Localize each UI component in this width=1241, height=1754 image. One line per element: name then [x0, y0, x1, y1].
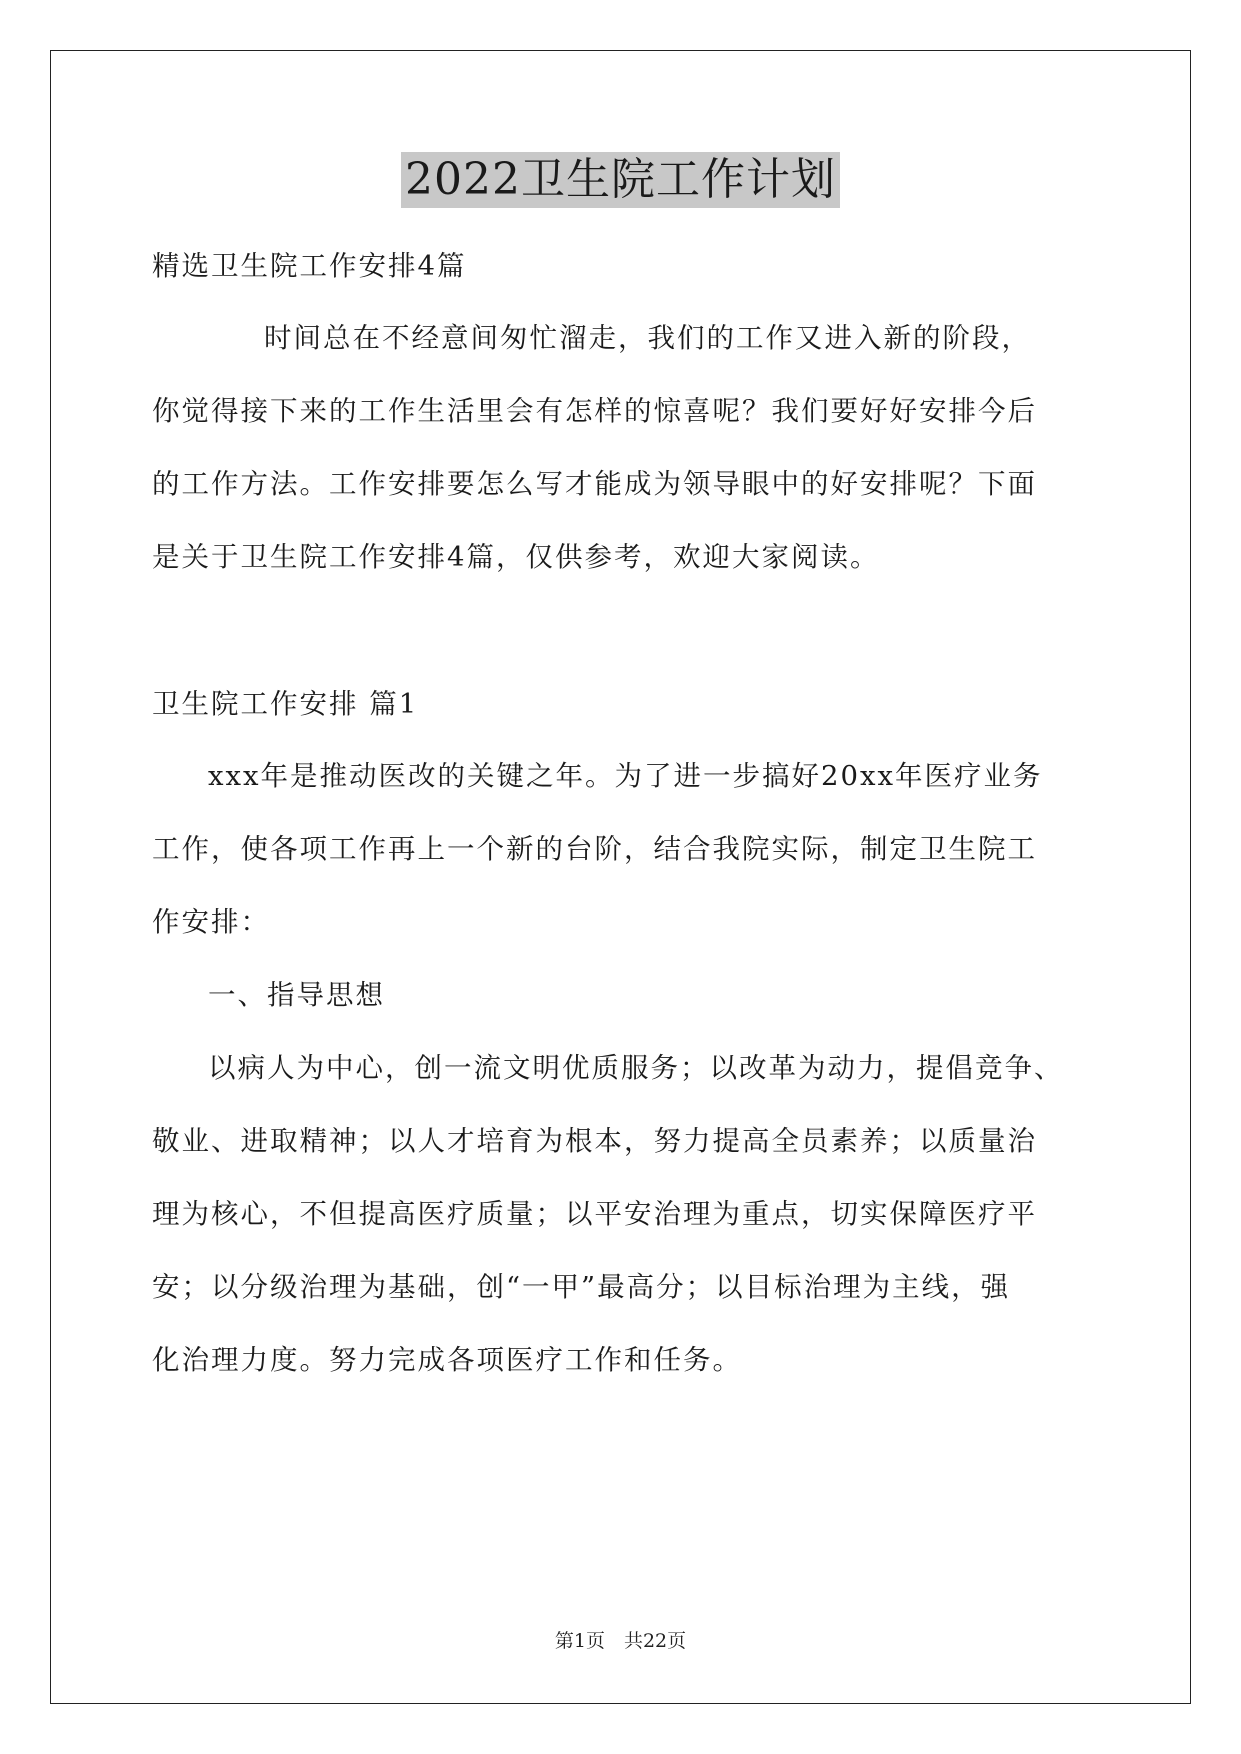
page-border — [50, 50, 1191, 1704]
section-line-3: 作安排： — [152, 906, 270, 938]
guiding-line-3: 理为核心，不但提高医疗质量；以平安治理为重点，切实保障医疗平 — [152, 1198, 1037, 1230]
intro-line-2: 你觉得接下来的工作生活里会有怎样的惊喜呢？我们要好好安排今后 — [152, 395, 1037, 427]
subtitle: 精选卫生院工作安排4篇 — [152, 250, 467, 282]
page-number-footer: 第1页 共22页 — [554, 1630, 687, 1652]
intro-line-3: 的工作方法。工作安排要怎么写才能成为领导眼中的好安排呢？下面 — [152, 468, 1037, 500]
section-line-1: xxx年是推动医改的关键之年。为了进一步搞好20xx年医疗业务 — [208, 760, 1043, 792]
guiding-line-1: 以病人为中心，创一流文明优质服务；以改革为动力，提倡竞争、 — [208, 1052, 1064, 1084]
guiding-line-5: 化治理力度。努力完成各项医疗工作和任务。 — [152, 1344, 742, 1376]
subheading-guiding: 一、指导思想 — [208, 979, 385, 1011]
page-title: 2022卫生院工作计划 — [401, 152, 840, 208]
guiding-line-4: 安；以分级治理为基础，创“一甲”最高分；以目标治理为主线，强 — [152, 1271, 1011, 1303]
intro-line-1: 时间总在不经意间匆忙溜走，我们的工作又进入新的阶段， — [264, 322, 1031, 354]
guiding-line-2: 敬业、进取精神；以人才培育为根本，努力提高全员素养；以质量治 — [152, 1125, 1037, 1157]
intro-line-4: 是关于卫生院工作安排4篇，仅供参考，欢迎大家阅读。 — [152, 541, 880, 573]
title-container — [0, 152, 1241, 208]
section-line-2: 工作，使各项工作再上一个新的台阶，结合我院实际，制定卫生院工 — [152, 833, 1037, 865]
section-heading: 卫生院工作安排 篇1 — [152, 688, 419, 720]
